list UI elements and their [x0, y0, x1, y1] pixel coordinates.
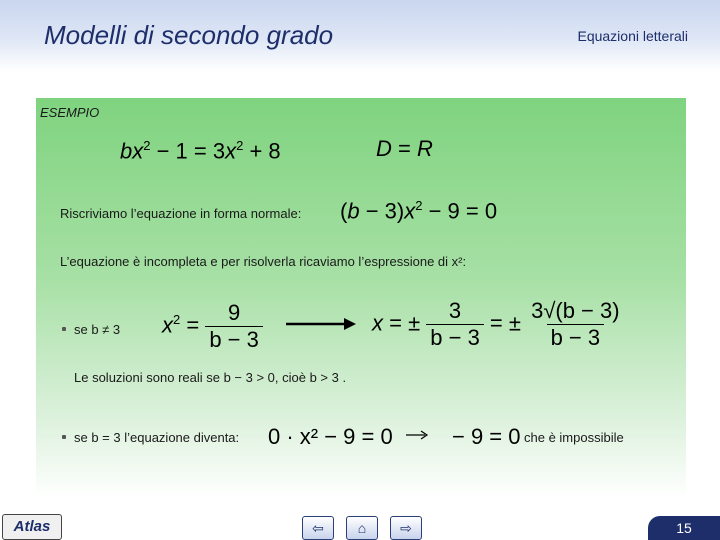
header-banner	[0, 0, 720, 72]
case1-equation: $x^2$ = $\frac{9}{b - 3}$	[162, 300, 263, 353]
prev-button[interactable]	[302, 516, 334, 540]
case2-label: se b = 3 l’equazione diventa:	[74, 430, 240, 445]
normal-form-text: Riscriviamo l’equazione in forma normale:	[60, 206, 302, 221]
case2-result: − 9 = 0	[452, 424, 521, 449]
bullet	[62, 435, 66, 439]
normal-form-equation: $(b - 3)x^2 - 9 = 0$	[340, 198, 498, 224]
home-button[interactable]	[346, 516, 378, 540]
case1-result: x = ± $\frac{3}{b - 3}$ = ± $\frac{3√(b - 3)}{b - 3}$	[372, 298, 620, 350]
case2-conclusion: che è impossibile	[524, 430, 624, 445]
arrow-icon	[405, 429, 429, 441]
page-number: 15	[648, 516, 720, 540]
example-label: ESEMPIO	[40, 105, 100, 120]
next-button[interactable]	[390, 516, 422, 540]
real-solutions-text: Le soluzioni sono reali se b − 3 > 0, cioè b > 3 .	[74, 370, 347, 385]
bullet	[62, 327, 66, 331]
arrow-left-icon: ⇦	[312, 520, 324, 536]
main-equation: $bx^2 - 1 = 3x^2 + 8$	[120, 138, 281, 164]
home-icon: ⌂	[357, 520, 367, 536]
arrow-right-icon: ⇨	[400, 520, 412, 536]
page-title: Modelli di secondo grado	[44, 20, 334, 50]
case1-label: se b ≠ 3	[74, 322, 121, 337]
arrow-icon	[284, 316, 356, 332]
domain-equation: D = R	[376, 136, 433, 161]
atlas-logo: Atlas	[2, 514, 62, 540]
section-title: Equazioni letterali	[577, 28, 688, 44]
incomplete-text: L’equazione è incompleta e per risolverla ricaviamo l’espressione di x²:	[60, 254, 467, 269]
case2-equation: 0 · x² − 9 = 0	[268, 424, 393, 449]
